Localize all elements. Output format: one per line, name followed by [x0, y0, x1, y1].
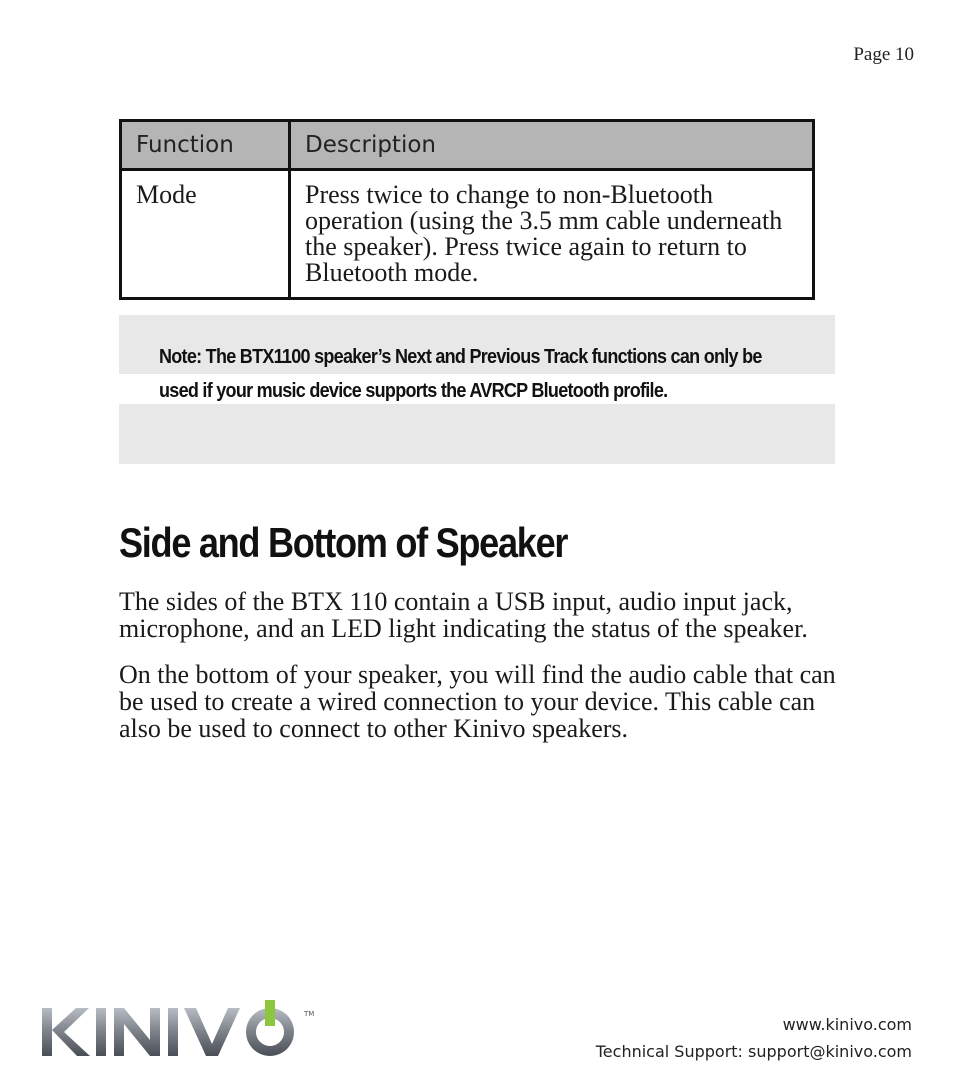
column-header-function: Function [121, 121, 290, 170]
section-paragraph: On the bottom of your speaker, you will find the audio cable that can be used to create a wired connection to your device. This cable can also be used to connect to other Kinivo speakers. [119, 660, 836, 743]
note-text: Note: The BTX1100 speaker’s Next and Previous Track functions can only be used if your music device supports the AVRCP Bluetooth profile. [159, 346, 762, 402]
section-title: Side and Bottom of Speaker [119, 519, 568, 566]
kinivo-logo [40, 998, 320, 1060]
function-table [119, 119, 815, 300]
note-box [119, 315, 835, 464]
page-number: Page 10 [853, 44, 914, 65]
function-cell: Mode [121, 170, 290, 299]
logo-accent-bar [265, 1000, 275, 1026]
column-header-description: Description [290, 121, 814, 170]
footer-support: Technical Support: support@kinivo.com [595, 1042, 912, 1061]
description-cell: Press twice to change to non-Bluetooth operation (using the 3.5 mm cable underneath the speaker). Press twice again to return to Bluetooth mode. [290, 170, 814, 299]
table-header-row [121, 121, 814, 170]
section-paragraph: The sides of the BTX 110 contain a USB input, audio input jack, microphone, and an LED light indicating the status of the speaker. [119, 587, 808, 643]
footer-website: www.kinivo.com [782, 1015, 912, 1034]
table-row [121, 170, 814, 299]
trademark-mark: TM [304, 1010, 315, 1018]
